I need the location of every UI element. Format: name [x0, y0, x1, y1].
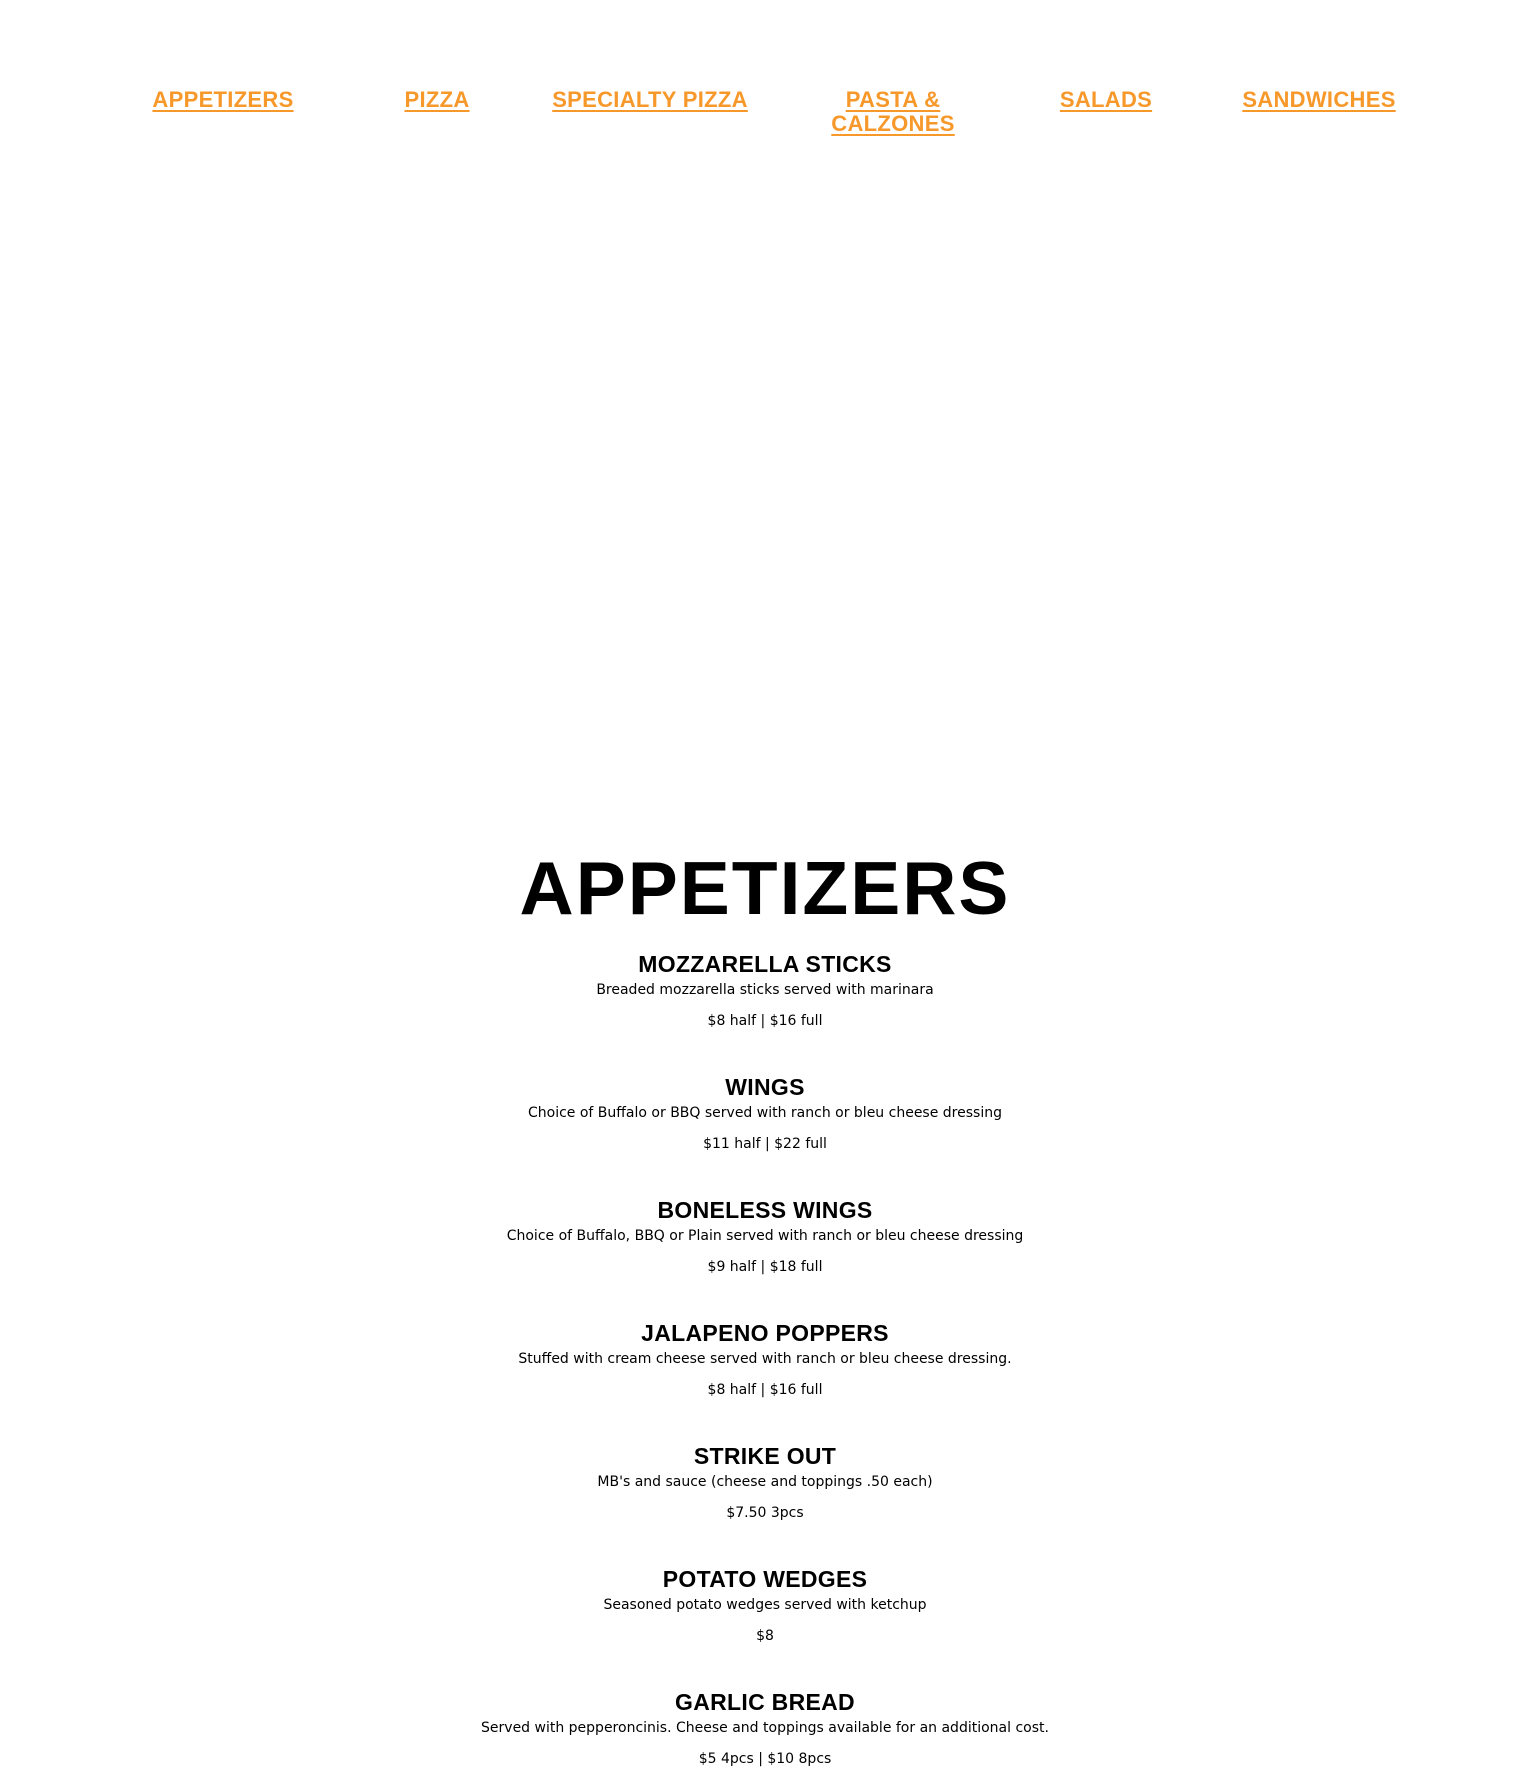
menu-item-name: MOZZARELLA STICKS — [638, 951, 892, 977]
menu-item-name: POTATO WEDGES — [662, 1566, 868, 1592]
menu-item-price: $8 half | $16 full — [707, 1013, 823, 1029]
menu-item-strike-out — [0, 1442, 1530, 1565]
menu-item-description: MB's and sauce (cheese and toppings .50 each) — [597, 1474, 933, 1490]
menu-item-name: BONELESS WINGS — [657, 1197, 873, 1223]
menu-item-wings — [0, 1073, 1530, 1196]
section-title: APPETIZERS — [519, 846, 1011, 930]
menu-item-price: $7.50 3pcs — [726, 1505, 804, 1521]
menu-category-nav — [0, 0, 1530, 160]
nav-link-pizza[interactable]: PIZZA — [404, 87, 470, 112]
menu-item-price: $8 — [756, 1628, 774, 1644]
menu-item-name: GARLIC BREAD — [675, 1689, 855, 1715]
menu-item-price: $8 half | $16 full — [707, 1382, 823, 1398]
menu-item-list — [0, 950, 1530, 1786]
menu-item-description: Choice of Buffalo or BBQ served with ranch or bleu cheese dressing — [528, 1105, 1002, 1121]
menu-item-name: STRIKE OUT — [693, 1443, 837, 1469]
menu-item-garlic-bread — [0, 1688, 1530, 1786]
menu-item-name: JALAPENO POPPERS — [641, 1320, 889, 1346]
menu-item-jalapeno-poppers — [0, 1319, 1530, 1442]
menu-item-boneless-wings — [0, 1196, 1530, 1319]
menu-item-description: Breaded mozzarella sticks served with marinara — [596, 982, 934, 998]
menu-item-price: $11 half | $22 full — [703, 1136, 827, 1152]
menu-item-mozzarella-sticks — [0, 950, 1530, 1073]
menu-item-description: Served with pepperoncinis. Cheese and toppings available for an additional cost. — [481, 1720, 1049, 1736]
menu-item-name: WINGS — [725, 1074, 805, 1100]
menu-item-potato-wedges — [0, 1565, 1530, 1688]
menu-item-description: Stuffed with cream cheese served with ranch or bleu cheese dressing. — [518, 1351, 1012, 1367]
menu-item-description: Seasoned potato wedges served with ketchup — [603, 1597, 927, 1613]
nav-link-specialty-pizza[interactable]: SPECIALTY PIZZA — [552, 87, 748, 112]
nav-link-appetizers[interactable]: APPETIZERS — [152, 87, 294, 112]
nav-link-salads[interactable]: SALADS — [1059, 87, 1153, 112]
nav-link-pasta-calzones[interactable]: PASTA & CALZONES — [831, 87, 955, 136]
menu-item-price: $9 half | $18 full — [707, 1259, 823, 1275]
menu-item-price: $5 4pcs | $10 8pcs — [698, 1751, 832, 1767]
menu-item-description: Choice of Buffalo, BBQ or Plain served with ranch or bleu cheese dressing — [506, 1228, 1024, 1244]
nav-link-sandwiches[interactable]: SANDWICHES — [1242, 87, 1396, 112]
